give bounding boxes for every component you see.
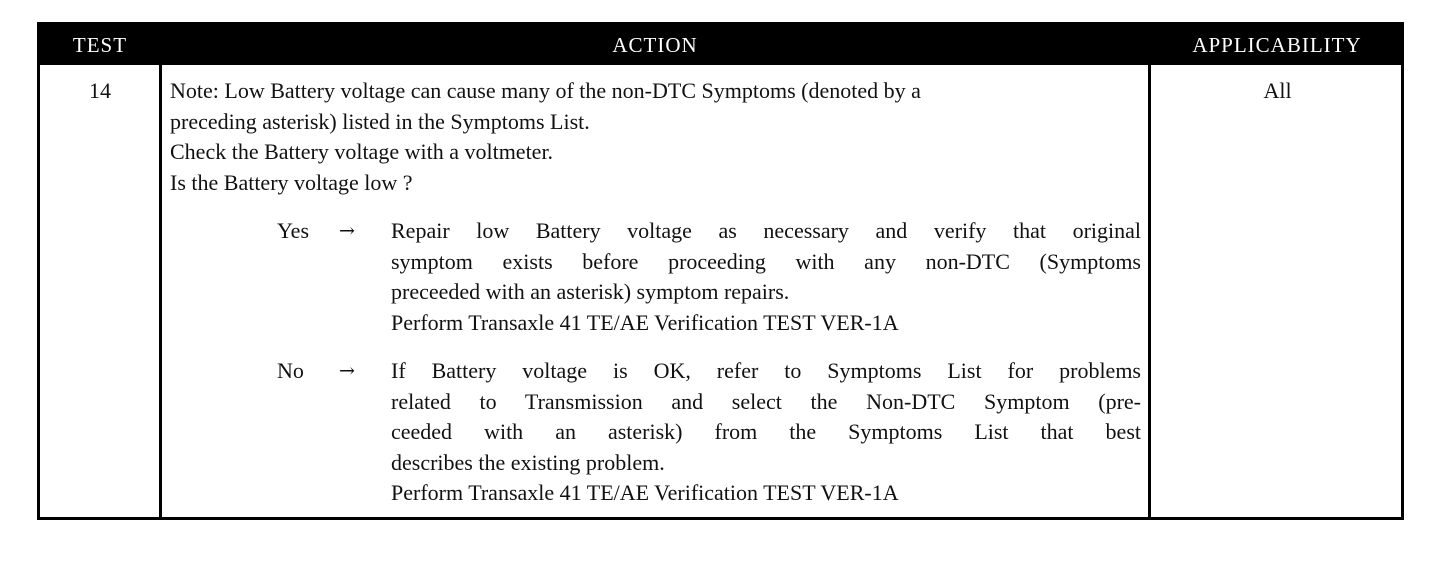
right-arrow-icon: →: [339, 360, 355, 382]
question-line: Is the Battery voltage low ?: [170, 169, 413, 195]
answer-line: Repair low Battery voltage as necessary and verify that original: [391, 218, 1141, 243]
test-number: 14: [89, 78, 111, 103]
right-arrow-icon: →: [339, 220, 355, 242]
answer-line: Perform Transaxle 41 TE/AE Verification TEST VER-1A: [391, 309, 899, 335]
answer-line: symptom exists before proceeding with any non-DTC (Symptoms: [391, 248, 1141, 274]
column-divider: [1148, 65, 1151, 517]
answer-text-yes: [391, 216, 1141, 338]
note-line: Note: Low Battery voltage can cause many of the non-DTC Symptoms (denoted by a: [170, 78, 921, 103]
applicability-value: All: [1263, 78, 1292, 103]
answer-line: related to Transmission and select the Non-DTC Symptom (pre-: [391, 388, 1141, 414]
header-action: ACTION: [612, 33, 698, 57]
answer-line: preceeded with an asterisk) symptom repairs.: [391, 279, 790, 304]
header-test: TEST: [72, 33, 128, 57]
note-line: Check the Battery voltage with a voltmeter.: [170, 139, 554, 164]
diagnostic-test-table: [37, 22, 1404, 520]
answer-line: Perform Transaxle 41 TE/AE Verification TEST VER-1A: [391, 480, 899, 505]
note-line: preceding asterisk) listed in the Symptoms List.: [170, 108, 590, 134]
column-divider: [159, 65, 162, 517]
table-header: [40, 25, 1401, 65]
answer-line: describes the existing problem.: [391, 449, 665, 475]
header-applicability: APPLICABILITY: [1192, 33, 1362, 57]
answer-label-no: No: [277, 358, 304, 383]
action-note: [170, 76, 1142, 198]
answer-line: If Battery voltage is OK, refer to Symptoms List for problems: [391, 358, 1141, 383]
answer-line: ceeded with an asterisk) from the Symptoms List that best: [391, 419, 1141, 444]
answer-text-no: [391, 356, 1141, 509]
answer-label-yes: Yes: [277, 218, 310, 243]
